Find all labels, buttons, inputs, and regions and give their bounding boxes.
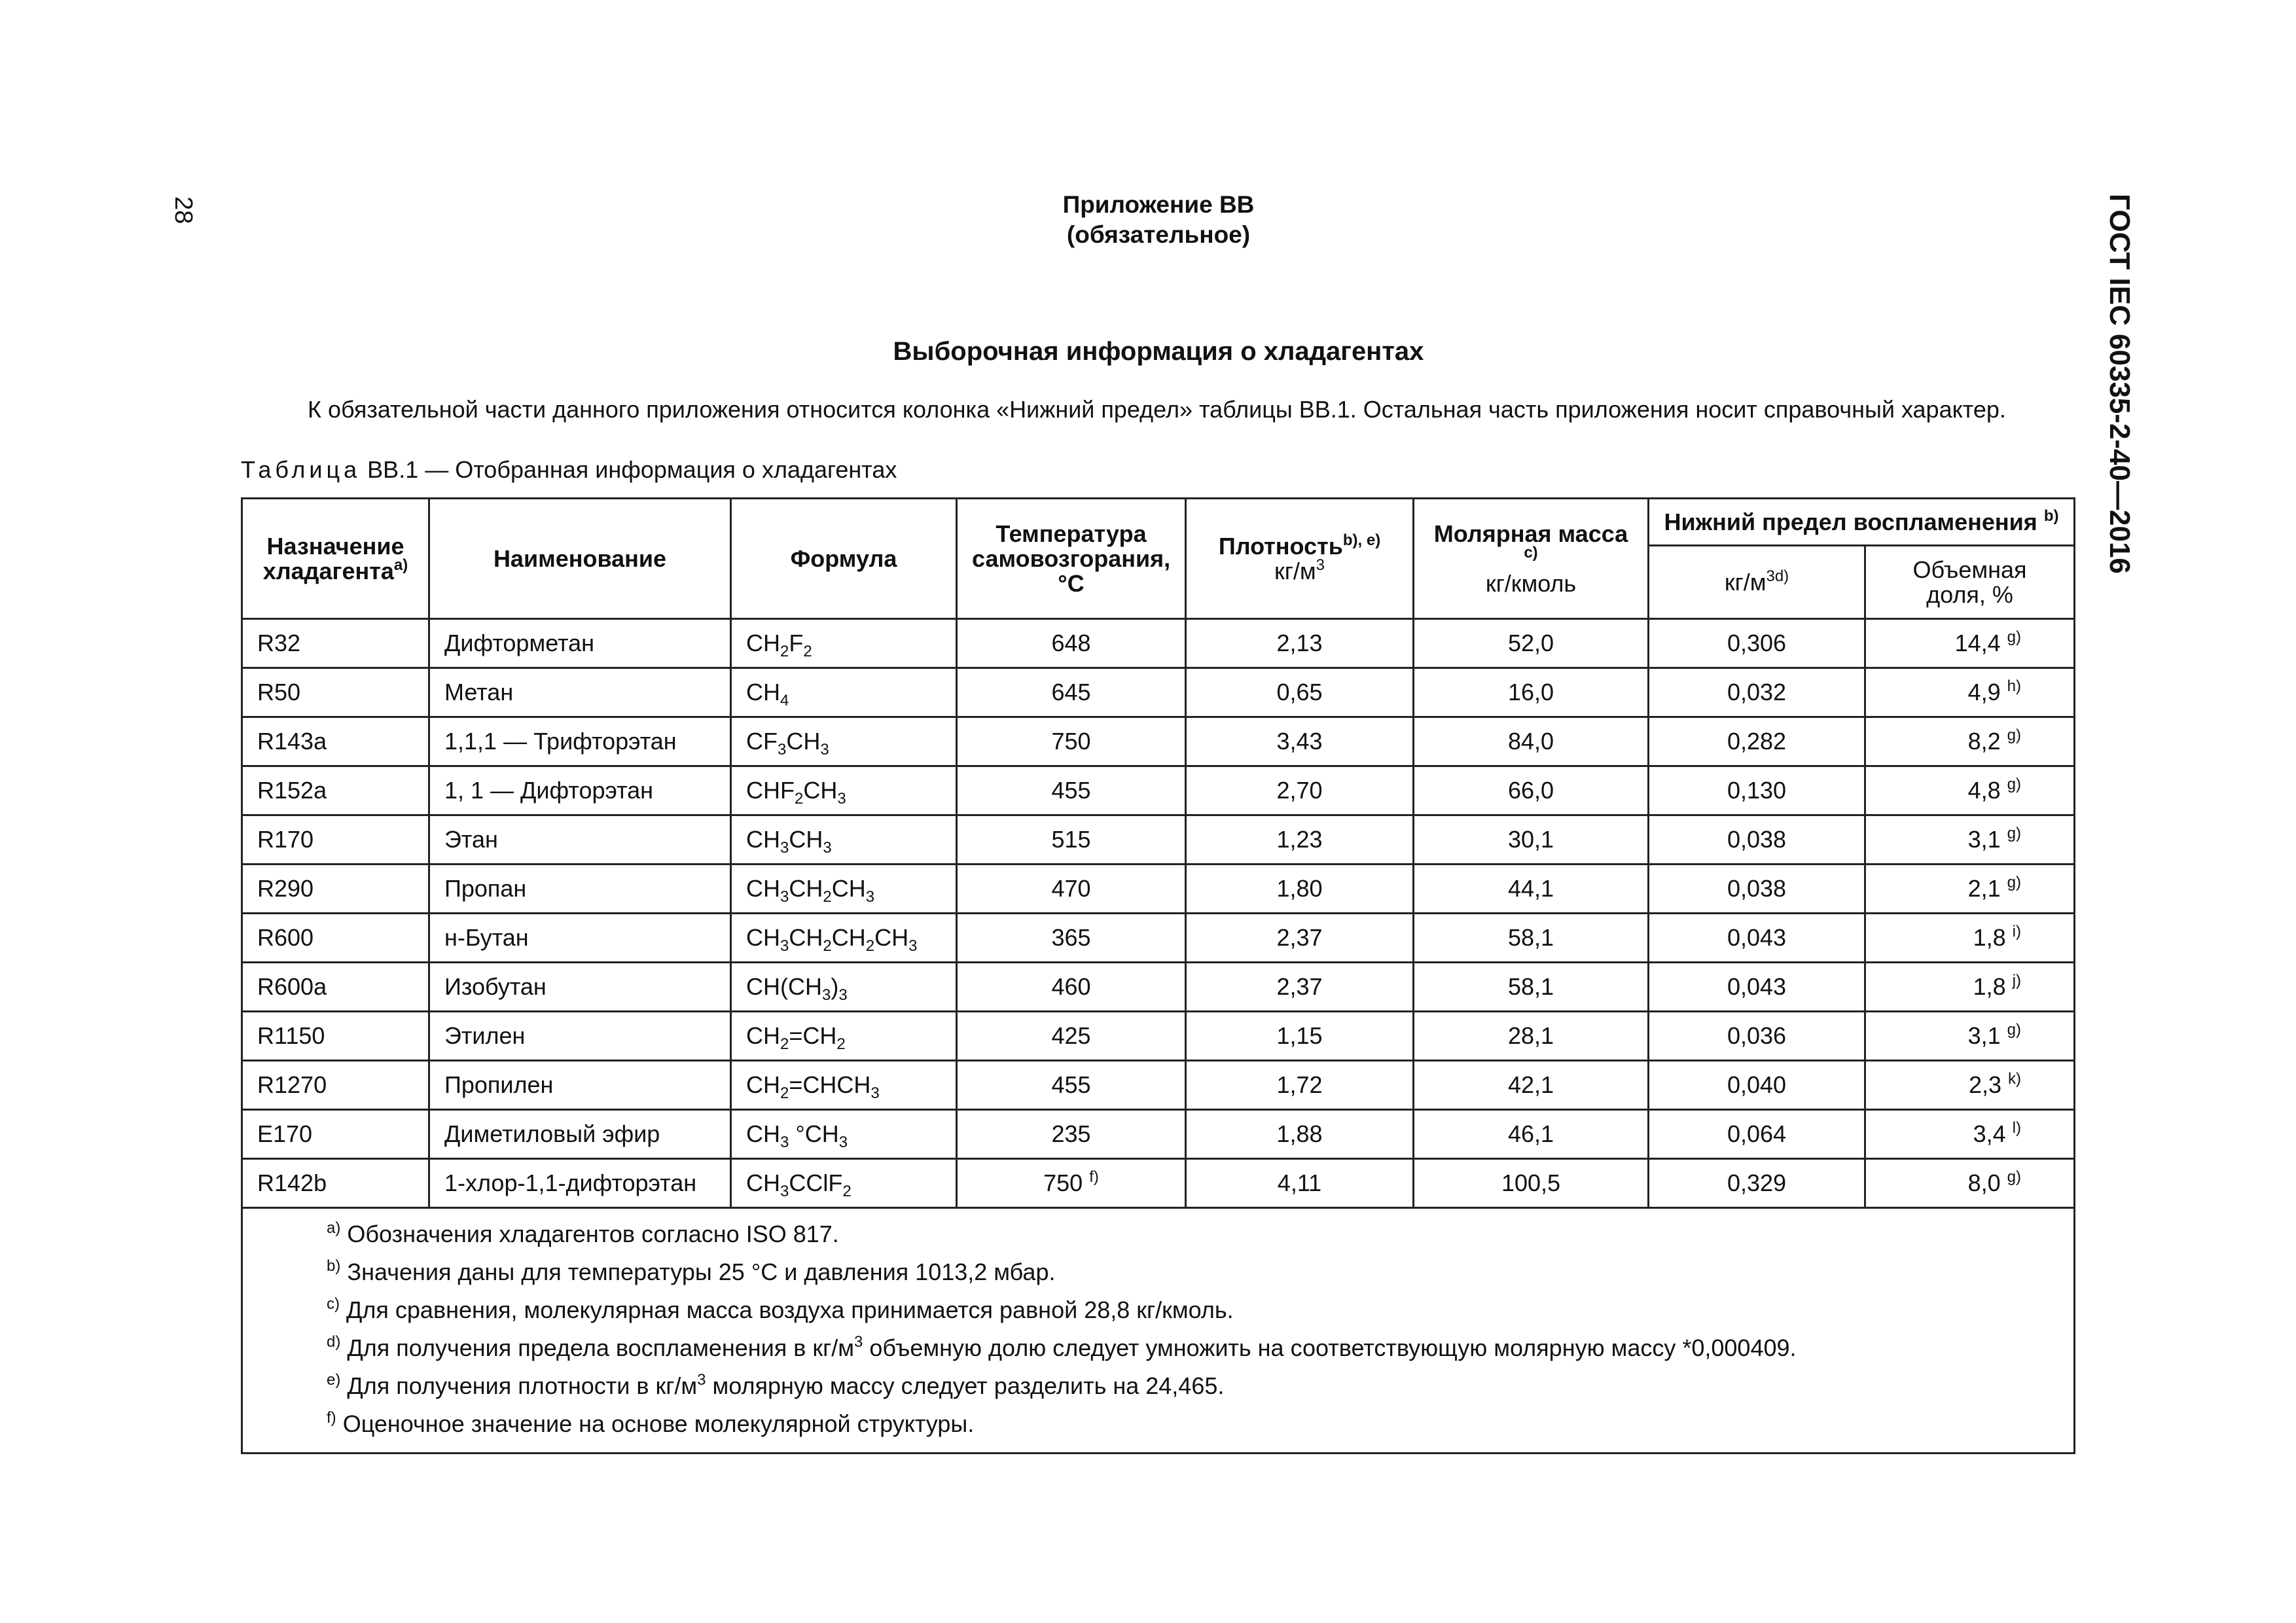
table-caption [241,455,897,485]
lfl-volume-cell: 3,4 $^{l)}$ [1865,1110,2075,1159]
autoignition-cell: 455 [957,766,1186,815]
lfl-kgm3-cell: 0,043 [1649,914,1865,963]
appendix-status: (обязательное) [1066,221,1251,248]
table-caption-prefix: Таблица [241,456,361,483]
header-name: Наименование [429,499,731,619]
footnote-ref: g) [2007,776,2021,793]
molar-mass-cell: 66,0 [1414,766,1649,815]
table-row [242,865,2075,914]
formula-cell: $CH_4$ [731,668,957,717]
molar-mass-cell: 58,1 [1414,963,1649,1012]
lfl-volume-cell: 2,3 $^{k)}$ [1865,1061,2075,1110]
density-cell: 2,37 [1186,963,1414,1012]
name-cell: н-Бутан [429,914,731,963]
formula-cell: $CHF_2CH_3$ [731,766,957,815]
footnote-ref: j) [2012,972,2021,990]
name-cell: Пропилен [429,1061,731,1110]
formula-cell: $CH(CH_3)_3$ [731,963,957,1012]
footnote-ref: g) [2007,825,2021,842]
footnote: $^{d)}$ Для получения предела воспламенения в $кг/м^3$ объемную долю следует умножить на соответствующую молярную массу *0,000409. [327,1333,1797,1361]
name-cell: 1, 1 — Дифторэтан [429,766,731,815]
footnote: $^{e)}$ Для получения плотности в $кг/м^3$ молярную массу следует разделить на 24,465. [327,1371,1225,1399]
density-cell: 3,43 [1186,717,1414,766]
density-cell: 1,88 [1186,1110,1414,1159]
footnote-ref: i) [2012,923,2021,940]
table-row [242,766,2075,815]
name-cell: Пропан [429,865,731,914]
formula-cell: $CH_3$ $^\circ CH_3$ [731,1110,957,1159]
autoignition-cell: 425 [957,1012,1186,1061]
density-cell: 4,11 [1186,1159,1414,1208]
density-cell: 2,13 [1186,619,1414,668]
name-cell: Диметиловый эфир [429,1110,731,1159]
header-autoignition: Температура самовозгорания, °С [957,499,1186,619]
lfl-volume-cell: 3,1 $^{g)}$ [1865,1012,2075,1061]
lfl-volume-cell: 8,2 $^{g)}$ [1865,717,2075,766]
autoignition-cell: 750 [957,717,1186,766]
lfl-kgm3-cell: 0,329 [1649,1159,1865,1208]
autoignition-cell: 645 [957,668,1186,717]
table-row [242,1012,2075,1061]
formula-cell: $CH_2=CH_2$ [731,1012,957,1061]
footnotes [242,1208,2075,1454]
molar-mass-cell: 84,0 [1414,717,1649,766]
designation-cell: R600a [242,963,429,1012]
formula-cell: $CH_3CH_2CH_3$ [731,865,957,914]
designation-cell: R32 [242,619,429,668]
footnotes-row [242,1208,2075,1454]
lfl-volume-cell: 8,0 $^{g)}$ [1865,1159,2075,1208]
header-designation: Назначение хладагента$^{a)}$ [242,499,429,619]
lfl-kgm3-cell: 0,282 [1649,717,1865,766]
footnote-ref: f) [1089,1168,1099,1186]
designation-cell: R170 [242,815,429,865]
footnote-ref: h) [2007,677,2021,695]
table-row [242,668,2075,717]
density-cell: 1,23 [1186,815,1414,865]
footnote-ref: g) [2007,874,2021,891]
molar-mass-cell: 52,0 [1414,619,1649,668]
header-lfl-kgm3: $кг/м^{3d)}$ [1649,546,1865,619]
autoignition-cell: 470 [957,865,1186,914]
autoignition-cell: 460 [957,963,1186,1012]
molar-mass-cell: 46,1 [1414,1110,1649,1159]
designation-cell: R290 [242,865,429,914]
name-cell: Этилен [429,1012,731,1061]
table-row [242,815,2075,865]
footnote-ref: g) [2007,726,2021,744]
formula-cell: $CH_2=CHCH_3$ [731,1061,957,1110]
name-cell: 1-хлор-1,1-дифторэтан [429,1159,731,1208]
lfl-volume-cell: 4,8 $^{g)}$ [1865,766,2075,815]
name-cell: Метан [429,668,731,717]
footnote-ref: g) [2007,628,2021,646]
table-row [242,1061,2075,1110]
name-cell: Этан [429,815,731,865]
header-lfl-volume: Объемная доля, % [1865,546,2075,619]
formula-cell: $CH_2F_2$ [731,619,957,668]
lfl-kgm3-cell: 0,064 [1649,1110,1865,1159]
footnote-ref: g) [2007,1021,2021,1039]
autoignition-cell: 455 [957,1061,1186,1110]
designation-cell: R50 [242,668,429,717]
lfl-volume-cell: 4,9 $^{h)}$ [1865,668,2075,717]
molar-mass-cell: 30,1 [1414,815,1649,865]
density-cell: 2,37 [1186,914,1414,963]
lfl-volume-cell: 1,8 $^{j)}$ [1865,963,2075,1012]
document-code: ГОСТ IEC 60335-2-40—2016 [2104,194,2136,574]
intro-paragraph: К обязательной части данного приложения относится колонка «Нижний предел» таблицы ВВ.1. Остальная часть приложения носит справочный характер. [308,396,2006,423]
lfl-volume-cell: 3,1 $^{g)}$ [1865,815,2075,865]
lfl-kgm3-cell: 0,306 [1649,619,1865,668]
designation-cell: R152a [242,766,429,815]
designation-cell: R600 [242,914,429,963]
designation-cell: E170 [242,1110,429,1159]
lfl-kgm3-cell: 0,043 [1649,963,1865,1012]
table-row [242,717,2075,766]
section-title: Выборочная информация о хладагентах [893,337,1424,366]
molar-mass-cell: 100,5 [1414,1159,1649,1208]
header-formula: Формула [731,499,957,619]
density-cell: 0,65 [1186,668,1414,717]
table-row [242,914,2075,963]
footnote: $^{a)}$ Обозначения хладагентов согласно ISO 817. [327,1219,839,1247]
lfl-kgm3-cell: 0,040 [1649,1061,1865,1110]
header-molar-mass: Молярная масса $^{c)}$ кг/кмоль [1414,499,1649,619]
lfl-volume-cell: 14,4 $^{g)}$ [1865,619,2075,668]
formula-cell: $CH_3CClF_2$ [731,1159,957,1208]
autoignition-cell: 750 $^{f)}$ [957,1159,1186,1208]
formula-cell: $CH_3CH_3$ [731,815,957,865]
molar-mass-cell: 44,1 [1414,865,1649,914]
table-row [242,1110,2075,1159]
designation-cell: R142b [242,1159,429,1208]
header-density: Плотность$^{b), e)}$ $кг/м^3$ [1186,499,1414,619]
designation-cell: R143a [242,717,429,766]
footnote: $^{f)}$ Оценочное значение на основе молекулярной структуры. [327,1409,975,1437]
designation-cell: R1270 [242,1061,429,1110]
formula-cell: $CH_3CH_2CH_2CH_3$ [731,914,957,963]
table-row [242,1159,2075,1208]
footnote-ref: g) [2007,1168,2021,1186]
header-lfl: Нижний предел воспламенения $^{b)}$ [1649,499,2075,546]
footnote-ref: l) [2012,1119,2021,1137]
formula-cell: $CF_3CH_3$ [731,717,957,766]
table-row [242,619,2075,668]
page-number: 28 [170,196,197,224]
footnote-ref: k) [2008,1070,2021,1088]
density-cell: 1,72 [1186,1061,1414,1110]
table-row [242,963,2075,1012]
lfl-kgm3-cell: 0,038 [1649,815,1865,865]
autoignition-cell: 515 [957,815,1186,865]
lfl-kgm3-cell: 0,032 [1649,668,1865,717]
density-cell: 1,80 [1186,865,1414,914]
molar-mass-cell: 58,1 [1414,914,1649,963]
name-cell: Дифторметан [429,619,731,668]
density-cell: 2,70 [1186,766,1414,815]
table-caption-text: ВВ.1 — Отобранная информация о хладагентах [367,456,897,483]
refrigerant-table [241,497,2075,1454]
name-cell: 1,1,1 — Трифторэтан [429,717,731,766]
autoignition-cell: 365 [957,914,1186,963]
name-cell: Изобутан [429,963,731,1012]
lfl-volume-cell: 2,1 $^{g)}$ [1865,865,2075,914]
table-header-row [242,499,2075,546]
footnote: $^{c)}$ Для сравнения, молекулярная масса воздуха принимается равной 28,8 кг/кмоль. [327,1295,1234,1323]
molar-mass-cell: 28,1 [1414,1012,1649,1061]
lfl-kgm3-cell: 0,130 [1649,766,1865,815]
autoignition-cell: 648 [957,619,1186,668]
molar-mass-cell: 16,0 [1414,668,1649,717]
lfl-kgm3-cell: 0,038 [1649,865,1865,914]
lfl-volume-cell: 1,8 $^{i)}$ [1865,914,2075,963]
footnote: $^{b)}$ Значения даны для температуры 25 °С и давления 1013,2 мбар. [327,1257,1056,1285]
appendix-title: Приложение ВВ [1062,191,1255,218]
lfl-kgm3-cell: 0,036 [1649,1012,1865,1061]
molar-mass-cell: 42,1 [1414,1061,1649,1110]
designation-cell: R1150 [242,1012,429,1061]
autoignition-cell: 235 [957,1110,1186,1159]
density-cell: 1,15 [1186,1012,1414,1061]
